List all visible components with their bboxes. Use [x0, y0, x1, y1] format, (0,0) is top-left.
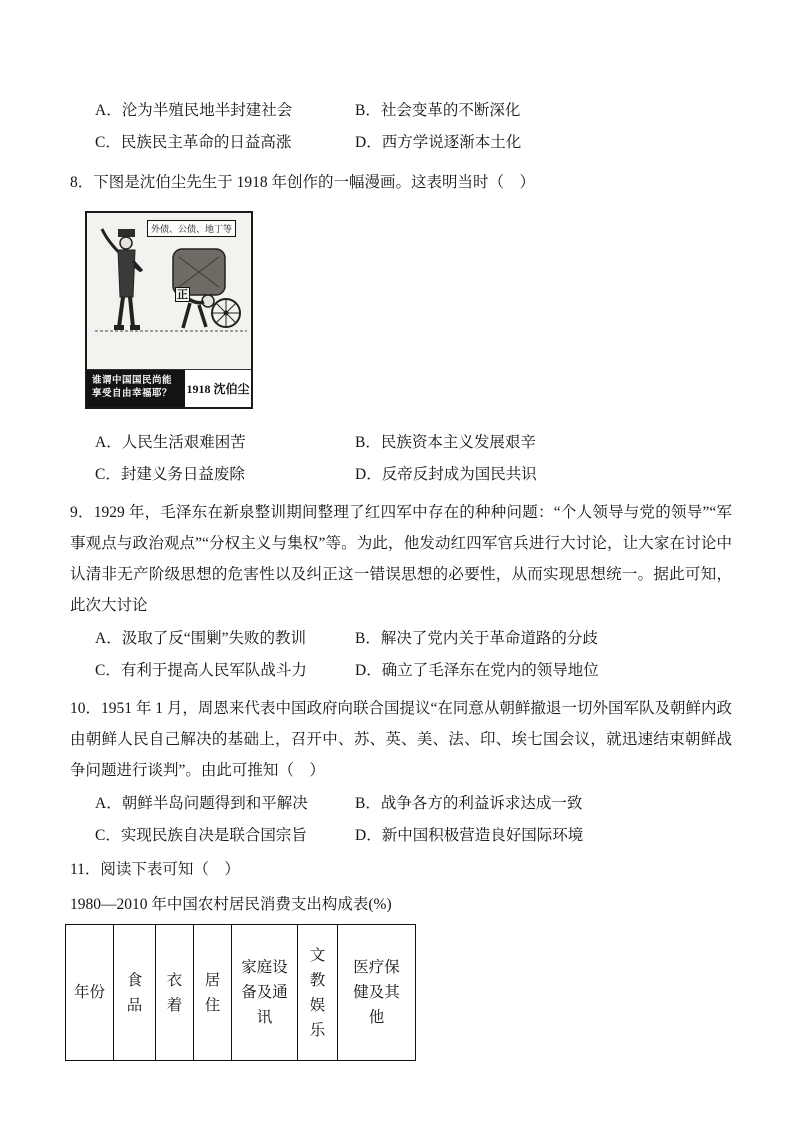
cartoon-burden-label: 外债、公债、地丁等: [147, 220, 236, 237]
table-header-clothing-label: 衣着: [166, 971, 183, 1014]
q7-option-b: B．社会变革的不断深化: [355, 102, 521, 119]
q9-option-d: D．确立了毛泽东在党内的领导地位: [355, 662, 599, 679]
q9-options-row-2: [70, 655, 732, 687]
q8-stem: 8．下图是沈伯尘先生于 1918 年创作的一幅漫画。这表明当时（ ）: [70, 174, 536, 191]
table-header-clothing: [156, 925, 194, 1061]
table-header-food: [114, 925, 156, 1061]
cartoon-caption: [87, 369, 251, 407]
table-header-year-label: 年份: [73, 984, 105, 1001]
q9-stem: 9．1929 年，毛泽东在新泉整训期间整理了红四军中存在的种种问题：“个人领导与党的领导”“军事观点与政治观点”“分权主义与集权”等。为此，他发动红四军官兵进行大讨论，让大家在讨论中认清非无产阶级思想的危害性以及纠正这一错误思想的必要性，从而实现思想统一。据此可知，此次大讨论: [70, 504, 732, 614]
q8-options-row-2: [70, 459, 732, 491]
q9-option-b: B．解决了党内关于革命道路的分歧: [355, 630, 598, 647]
table-header-education: [298, 925, 338, 1061]
cartoon-signature: 1918 沈伯尘: [185, 370, 251, 407]
q11-table-title: 1980—2010 年中国农村居民消费支出构成表(%): [70, 896, 392, 913]
cartoon-zheng-badge: 正: [177, 289, 188, 301]
cartoon-caption-line-2: 享受自由幸福耶？: [92, 389, 173, 399]
q8-cartoon: [85, 211, 253, 409]
q10-stem: 10．1951 年 1 月，周恩来代表中国政府向联合国提议“在同意从朝鲜撤退一切外国军队及朝鲜内政由朝鲜人民自己解决的基础上，召开中、苏、英、美、法、印、埃七国会议，就迅速结束朝鲜战争问题进行谈判”。由此可推知（ ）: [70, 700, 732, 779]
q7-option-d: D．西方学说逐渐本土化: [355, 134, 522, 151]
q9-option-a: A．汲取了反“围剿”失败的教训: [95, 630, 306, 647]
q10-option-a: A．朝鲜半岛问题得到和平解决: [95, 795, 308, 812]
cartoon-illustration: [87, 213, 251, 369]
q9-option-c: C．有利于提高人民军队战斗力: [95, 662, 307, 679]
table-header-row: [66, 925, 416, 1061]
table-header-medical: [338, 925, 416, 1061]
cartoon-drawing: [87, 213, 255, 373]
table-header-year: [66, 925, 114, 1061]
table-header-education-label: 文教娱乐: [309, 946, 326, 1039]
table-header-housing: [194, 925, 232, 1061]
table-header-food-label: 食品: [126, 971, 143, 1014]
q7-options-row-2: [70, 127, 732, 159]
q7-option-a: A．沦为半殖民地半封建社会: [95, 102, 293, 119]
q8-option-a: A．人民生活艰难困苦: [95, 434, 246, 451]
table-header-equipment-label: 家庭设备及通讯: [241, 959, 288, 1026]
q10-option-b: B．战争各方的利益诉求达成一致: [355, 795, 583, 812]
table-header-housing-label: 居住: [204, 971, 221, 1014]
q9-options-row-1: [70, 623, 732, 655]
q8-option-c: C．封建义务日益废除: [95, 466, 245, 483]
q7-option-c: C．民族民主革命的日益高涨: [95, 134, 292, 151]
table-header-equipment: [232, 925, 298, 1061]
q10-options-row-2: [70, 820, 732, 852]
q10-option-c: C．实现民族自决是联合国宗旨: [95, 827, 307, 844]
q7-options-row-1: [70, 95, 732, 127]
q10-options-row-1: [70, 788, 732, 820]
q8-options-row-1: [70, 427, 732, 459]
q10-option-d: D．新中国积极营造良好国际环境: [355, 827, 584, 844]
q8-option-b: B．民族资本主义发展艰辛: [355, 434, 536, 451]
q8-option-d: D．反帝反封成为国民共识: [355, 466, 537, 483]
q11-stem: 11．阅读下表可知（ ）: [70, 861, 240, 878]
table-header-medical-label: 医疗保健及其他: [353, 959, 400, 1026]
cartoon-caption-text: [87, 370, 185, 407]
cartoon-caption-line-1: 谁谓中国国民尚能: [92, 376, 173, 386]
consumption-table: [65, 924, 416, 1061]
